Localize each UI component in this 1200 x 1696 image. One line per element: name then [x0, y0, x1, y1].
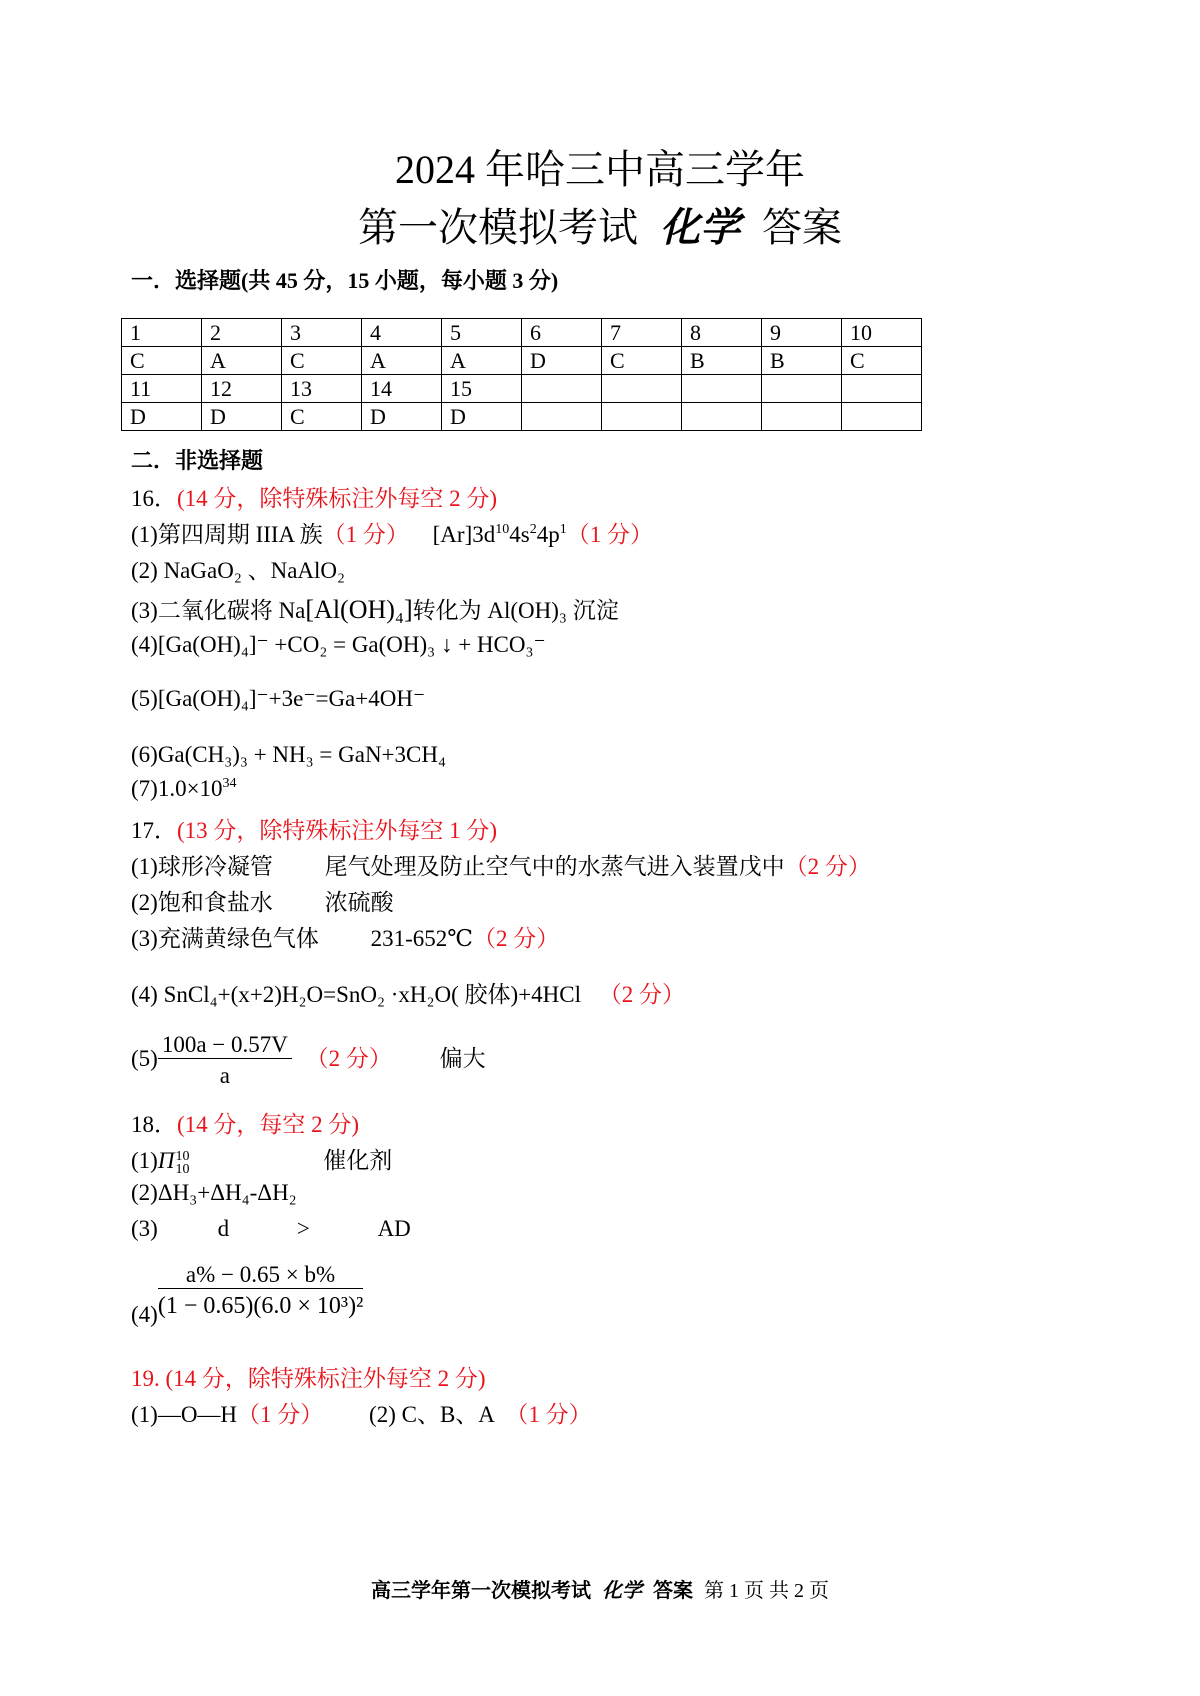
q16-answer-7: (7)1.0×10 [131, 776, 223, 801]
q16-line1 [131, 516, 653, 549]
table-cell [682, 403, 762, 431]
page-title-line1: 2024 年哈三中高三学年 [395, 147, 805, 192]
q17-number: 17． [131, 818, 177, 843]
q19-answer-2: (2) C、B、A [369, 1402, 494, 1427]
q18-answer-3b: > [296, 1216, 310, 1241]
q17-answer-1b: 尾气处理及防止空气中的水蒸气进入装置戊中 [324, 854, 785, 879]
table-row [122, 403, 922, 431]
table-cell [762, 403, 842, 431]
table-cell [762, 375, 842, 403]
table-cell: 4 [362, 319, 442, 347]
q17-mark-1: （2 分） [784, 854, 871, 879]
table-cell: C [282, 403, 362, 431]
q17-mark-5: （2 分） [305, 1045, 392, 1071]
footer-answer: 答案 [653, 1580, 693, 1602]
table-cell: 10 [842, 319, 922, 347]
pi-superscript: 10 [175, 1148, 190, 1164]
q17-mark-4: （2 分） [598, 982, 686, 1007]
q17-line5 [131, 1032, 486, 1089]
q18-fraction [158, 1262, 363, 1320]
q16-formula-3: [Al(OH)₄] [305, 595, 413, 624]
table-cell: 5 [442, 319, 522, 347]
q16-heading [131, 480, 497, 513]
fraction-denominator: a [219, 1063, 230, 1088]
table-cell: 13 [282, 375, 362, 403]
q16-answer-1a: (1)第四周期 IIIA 族 [131, 522, 323, 547]
title-subject: 化学 [660, 205, 740, 250]
table-cell [682, 375, 762, 403]
q18-label-4: (4) [131, 1302, 158, 1327]
table-cell: 8 [682, 319, 762, 347]
pi-subscript: 10 [175, 1161, 190, 1177]
q17-line3 [131, 920, 559, 953]
table-cell [842, 375, 922, 403]
q18-label-1: (1) [131, 1148, 158, 1173]
q16-line2: (2) NaGaO₂ 、NaAlO₂ [131, 558, 346, 583]
q16-line4: (4)[Ga(OH)₄]⁻ +CO₂ = Ga(OH)₃ ↓ + HCO₃⁻ [131, 632, 546, 657]
table-cell [522, 375, 602, 403]
q18-line4 [131, 1262, 363, 1328]
table-cell [602, 403, 682, 431]
table-cell: D [522, 347, 602, 375]
table-cell: 9 [762, 319, 842, 347]
q18-number: 18． [131, 1112, 177, 1137]
table-cell: C [282, 347, 362, 375]
section2-heading: 二．非选择题 [131, 448, 264, 473]
q17-answer-4: (4) SnCl₄+(x+2)H₂O=SnO₂ ·xH₂O( 胶体)+4HCl [131, 982, 582, 1007]
q17-label-5: (5) [131, 1045, 158, 1071]
table-cell: C [122, 347, 202, 375]
answer-table [121, 318, 922, 431]
q19-mark-2: （1 分） [505, 1402, 592, 1427]
q18-line1 [131, 1142, 392, 1176]
config-text: [Ar]3d [432, 522, 496, 547]
title-exam: 第一次模拟考试 [358, 205, 638, 250]
table-cell: 7 [602, 319, 682, 347]
q18-answer-3c: AD [377, 1216, 411, 1241]
table-cell [842, 403, 922, 431]
q16-number: 16． [131, 486, 177, 511]
page-title-line2 [0, 196, 1200, 253]
table-row [122, 375, 922, 403]
table-cell: D [202, 403, 282, 431]
footer-page-number: 第 1 页 共 2 页 [704, 1580, 829, 1602]
table-cell: D [442, 403, 522, 431]
page-footer [0, 1574, 1200, 1603]
config-text: 4p [536, 522, 560, 547]
section1-heading: 一．选择题(共 45 分，15 小题，每小题 3 分) [131, 268, 559, 293]
table-cell: C [602, 347, 682, 375]
q17-answer-3a: (3)充满黄绿色气体 [131, 926, 319, 951]
q17-fraction [158, 1032, 292, 1089]
table-cell: D [122, 403, 202, 431]
table-cell: B [682, 347, 762, 375]
config-sup: 10 [495, 522, 510, 537]
q19-answer-1: (1)—O—H [131, 1402, 238, 1427]
fraction-numerator: 100a − 0.57V [158, 1032, 292, 1059]
table-cell: A [442, 347, 522, 375]
q17-line1 [131, 848, 871, 881]
table-cell: 2 [202, 319, 282, 347]
fraction-numerator: a% − 0.65 × b% [158, 1262, 363, 1289]
table-cell: D [362, 403, 442, 431]
q16-mark-1a: （1 分） [322, 522, 409, 547]
q18-heading [131, 1106, 359, 1139]
q19-line1 [131, 1396, 592, 1429]
q17-answer-2a: (2)饱和食盐水 [131, 890, 273, 915]
table-row [122, 347, 922, 375]
q17-line4 [131, 976, 685, 1009]
table-cell: 6 [522, 319, 602, 347]
table-cell: 12 [202, 375, 282, 403]
table-cell: 1 [122, 319, 202, 347]
q16-line3 [131, 592, 619, 625]
table-cell: C [842, 347, 922, 375]
title-answer: 答案 [762, 205, 842, 250]
q16-exponent-7: 34 [222, 776, 237, 791]
q17-heading [131, 812, 497, 845]
q18-pi-symbol: Π [157, 1148, 175, 1173]
q17-score-note: (13 分，除特殊标注外每空 1 分) [177, 818, 498, 843]
config-sup: 2 [529, 522, 537, 537]
table-row [122, 319, 922, 347]
table-cell [522, 403, 602, 431]
q18-label-3: (3) [131, 1216, 158, 1241]
q18-score-note: (14 分，每空 2 分) [177, 1112, 360, 1137]
q19-heading: 19. (14 分，除特殊标注外每空 2 分) [131, 1366, 486, 1391]
fraction-denominator: (1 − 0.65)(6.0 × 10³)² [157, 1293, 364, 1319]
table-cell: 15 [442, 375, 522, 403]
q18-answer-3a: d [217, 1216, 230, 1241]
table-cell: A [202, 347, 282, 375]
q16-answer-3a: (3)二氧化碳将 Na [131, 598, 306, 623]
q17-mark-3: （2 分） [472, 926, 560, 951]
q16-score-note: (14 分，除特殊标注外每空 2 分) [177, 486, 498, 511]
q17-answer-5b: 偏大 [439, 1045, 486, 1071]
table-cell: B [762, 347, 842, 375]
q17-answer-2b: 浓硫酸 [324, 890, 394, 915]
q18-answer-1b: 催化剂 [323, 1148, 393, 1173]
config-sup: 1 [559, 522, 567, 537]
q16-line7 [131, 776, 237, 802]
footer-exam: 高三学年第一次模拟考试 [371, 1580, 591, 1602]
q16-line6: (6)Ga(CH₃)₃ + NH₃ = GaN+3CH₄ [131, 742, 446, 767]
footer-subject: 化学 [602, 1580, 642, 1602]
q16-line5: (5)[Ga(OH)₄]⁻+3e⁻=Ga+4OH⁻ [131, 686, 426, 711]
q16-answer-3b: 转化为 Al(OH)₃ 沉淀 [412, 598, 619, 623]
q18-pi-indices [175, 1150, 189, 1176]
q17-answer-3b: 231-652℃ [370, 926, 473, 951]
q16-answer-1b [433, 522, 567, 547]
q19-mark-1: （1 分） [237, 1402, 324, 1427]
q17-answer-1a: (1)球形冷凝管 [131, 854, 273, 879]
q18-line3 [131, 1216, 411, 1242]
q17-line2 [131, 884, 394, 917]
q16-mark-1b: （1 分） [566, 522, 653, 547]
q18-line2: (2)ΔH₃+ΔH₄-ΔH₂ [131, 1180, 297, 1205]
config-text: 4s [509, 522, 530, 547]
table-cell: 3 [282, 319, 362, 347]
table-cell [602, 375, 682, 403]
table-cell: 11 [122, 375, 202, 403]
table-cell: A [362, 347, 442, 375]
table-cell: 14 [362, 375, 442, 403]
